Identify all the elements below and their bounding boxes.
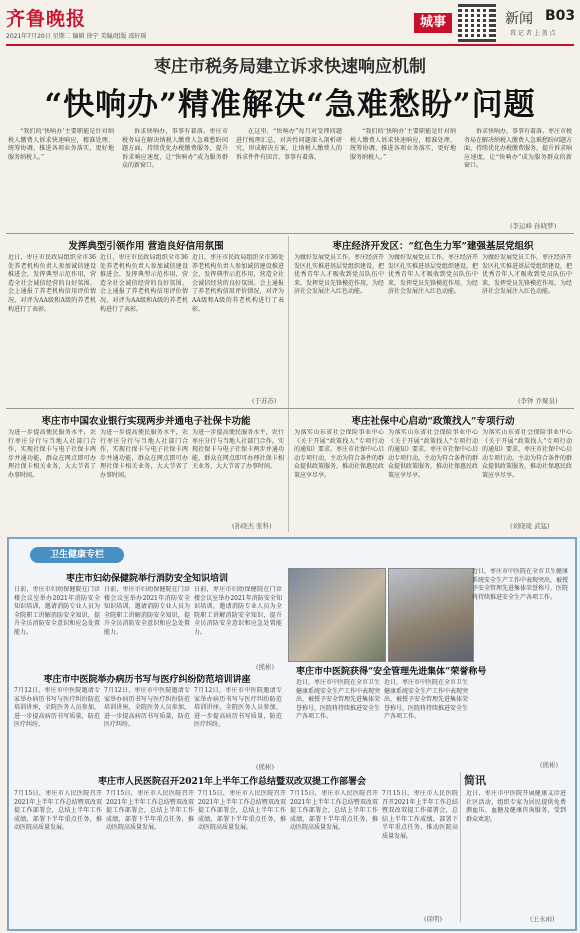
lead-paragraph: “我们的‘快响办’主要职能是针对纳税人缴费人诉求快速响应，精准处理、统筹协调、推进各项业务落实，更好地服务纳税人。” (350, 128, 456, 161)
health-item-text: 7月15日，枣庄市人民医院召开2021年上半年工作总结暨双改双提工作部署会，总结上半年工作成绩，部署下半年重点任务，推动医院高质量发展。 (14, 790, 102, 832)
article-byline: (于苏苏) (252, 397, 277, 405)
article-text: 为落实山东省社会保险事业中心《关于开展“政策找人”专项行动的通知》要求，枣庄市社保中心启动专项行动，主动为符合条件的群众提供政策服务，推动社保惠民政策应享尽享。 (294, 429, 384, 479)
health-item-title: 枣庄市中医院举办病历书写与医疗纠纷防范培训讲座 (43, 675, 251, 685)
brief-text: 近日，枣庄市中医院开展健康义诊进社区活动，组织专家为居民提供免费测血压、血糖及健康咨询服务，受到群众欢迎。 (466, 790, 566, 823)
article-text: 近日，枣庄市民政局组织全市36处养老机构负责人参加诚信建设推进会，发挥典型示范作用，营造全社会诚信经营的良好氛围。会上通报了养老机构信用评价情况，对评为AA级和A级的养老机构进行了表彰。 (100, 254, 188, 313)
health-item-title: 枣庄市人民医院召开2021年上半年工作总结暨双改双提工作部署会 (97, 777, 367, 787)
article-byline: (李钟 乔聚泉) (518, 397, 558, 405)
health-item-text: 7月15日，枣庄市人民医院召开2021年上半年工作总结暨双改双提工作部署会，总结上半年工作成绩，部署下半年重点任务，推动医院高质量发展。 (198, 790, 286, 832)
news-photo (388, 568, 474, 662)
article-title: 枣庄社保中心启动“政策找人”专项行动 (351, 416, 515, 427)
lead-subhead: 枣庄市税务局建立诉求快速响应机制 (154, 57, 426, 77)
article-text: 为落实山东省社会保险事业中心《关于开展“政策找人”专项行动的通知》要求，枣庄市社保中心启动专项行动，主动为符合条件的群众提供政策服务，推动社保惠民政策应享尽享。 (482, 429, 572, 479)
article-text: 为进一步提高便民服务水平，农行枣庄分行与当地人社部门合作，实现社保卡与电子社保卡两步并通功能，群众在网点即可办理社保卡相关业务，大大节省了办事时间。 (192, 429, 284, 471)
health-item-text: 7月15日，枣庄市人民医院召开2021年上半年工作总结暨双改双提工作部署会，总结上半年工作成绩，部署下半年重点任务，推动医院高质量发展。 (290, 790, 378, 832)
article-text: 近日，枣庄市民政局组织全市36处养老机构负责人参加诚信建设推进会，发挥典型示范作用，营造全社会诚信经营的良好氛围。会上通报了养老机构信用评价情况，对评为AA级和A级的养老机构进行了表彰。 (8, 254, 96, 313)
lead-paragraph: “我们的‘快响办’主要职能是针对纳税人缴费人诉求快速响应，精准处理、统筹协调、推进各项业务落实，更好地服务纳税人。” (8, 128, 114, 161)
news-photo (288, 568, 386, 662)
lead-paragraph: 诉求快响办，事事有着落。枣庄市税务局在解决纳税人缴费人急难愁盼问题方面，持续优化办税缴费服务，提升诉求响应速度，让“快响办”成为服务群众的新窗口。 (464, 128, 572, 170)
masthead (0, 0, 580, 44)
lead-divider (6, 233, 574, 234)
newspaper-logo: 齐鲁晚报 (6, 8, 87, 30)
health-item-text: 近日，枣庄市中医院在全市卫生健康系统安全生产工作中表现突出，被授予安全管理先进集体荣誉称号，医院将持续推进安全生产各项工作。 (296, 679, 380, 721)
masthead-rule (6, 44, 574, 46)
lead-byline: (李运峰 孙晓梦) (510, 222, 557, 230)
lead-column-4 (350, 128, 456, 228)
section-name: 新闻 (505, 11, 533, 27)
health-item-byline: (熊彬) (256, 663, 275, 671)
health-item-byline: (熊彬) (540, 761, 559, 769)
health-item-text: 7月12日，枣庄市中医院邀请专家举办病历书写与医疗纠纷防范培训讲座，全院医务人员参加，进一步提高病历书写质量，防范医疗纠纷。 (194, 687, 282, 729)
lead-column-3 (236, 128, 342, 228)
lead-headline: “快响办”精准解决“急难愁盼”问题 (44, 87, 536, 123)
article-text: 为做好发展党员工作，枣庄经济开发区扎实推进基层党组织建设，把优秀青年人才吸收到党员队伍中来，发挥党员先锋模范作用，为经济社会发展注入红色动能。 (388, 254, 478, 296)
health-section-tag: 卫生健康专栏 (30, 547, 124, 563)
health-item-title: 枣庄市中医院获得“安全管理先进集体”荣誉称号 (296, 667, 487, 677)
article-text: 为做好发展党员工作，枣庄经济开发区扎实推进基层党组织建设，把优秀青年人才吸收到党员队伍中来，发挥党员先锋模范作用，为经济社会发展注入红色动能。 (294, 254, 384, 296)
health-item-text: 日前，枣庄市妇幼保健院在门诊楼会议室举办2021年消防安全知识培训，邀请消防专业人员为全院职工讲解消防安全知识，提升全员消防安全意识和应急处置能力。 (194, 586, 282, 636)
article-text: 为做好发展党员工作，枣庄经济开发区扎实推进基层党组织建设，把优秀青年人才吸收到党员队伍中来，发挥党员先锋模范作用，为经济社会发展注入红色动能。 (482, 254, 572, 296)
health-item-text: 近日，枣庄市中医院在全市卫生健康系统安全生产工作中表现突出，被授予安全管理先进集体荣誉称号，医院将持续推进安全生产各项工作。 (384, 679, 468, 721)
health-item-byline: (熊彬) (256, 763, 275, 771)
article-title: 发挥典型引领作用 营造良好信用氛围 (68, 241, 224, 252)
health-item-text: 近日，枣庄市中医院在全市卫生健康系统安全生产工作中表现突出，被授予安全管理先进集体荣誉称号，医院将持续推进安全生产各项工作。 (472, 568, 568, 601)
article-text: 为落实山东省社会保险事业中心《关于开展“政策找人”专项行动的通知》要求，枣庄市社保中心启动专项行动，主动为符合条件的群众提供政策服务，推动社保惠民政策应享尽享。 (388, 429, 478, 479)
health-item-text: 7月15日，枣庄市人民医院召开2021年上半年工作总结暨双改双提工作部署会，总结上半年工作成绩，部署下半年重点任务，推动医院高质量发展。 (382, 790, 458, 840)
brief-byline: (王永雨) (530, 915, 555, 923)
page-number: B03 (545, 8, 576, 24)
column-divider (460, 772, 461, 922)
dateline: 2021年7月20日 星期二 编辑 徐宁 美编/组版 邵轩瑶 (6, 33, 147, 40)
article-text: 近日，枣庄市民政局组织全市36处养老机构负责人参加诚信建设推进会，发挥典型示范作用，营造全社会诚信经营的良好氛围。会上通报了养老机构信用评价情况，对评为AA级和A级的养老机构进行了表彰。 (192, 254, 284, 313)
health-item-text: 日前，枣庄市妇幼保健院在门诊楼会议室举办2021年消防安全知识培训，邀请消防专业人员为全院职工讲解消防安全知识，提升全员消防安全意识和应急处置能力。 (104, 586, 190, 636)
article-byline: (孙晓杰 张科) (232, 522, 272, 530)
editor-note: 我 记 者 上 盖 点 (510, 30, 556, 37)
lead-paragraph: 在这里，“快响办”每月对受理问题进行梳理汇总，对共性问题深入剖析研究，形成解决方案，让纳税人缴费人的诉求件件有回音、事事有着落。 (236, 128, 342, 161)
health-item-text: 7月15日，枣庄市人民医院召开2021年上半年工作总结暨双改双提工作部署会，总结上半年工作成绩，部署下半年重点任务，推动医院高质量发展。 (106, 790, 194, 832)
health-item-text: 7月12日，枣庄市中医院邀请专家举办病历书写与医疗纠纷防范培训讲座，全院医务人员参加，进一步提高病历书写质量，防范医疗纠纷。 (14, 687, 100, 729)
article-title: 枣庄经济开发区：“红色生力军”建强基层党组织 (332, 241, 534, 252)
qr-code-icon (458, 4, 496, 42)
column-divider (288, 236, 289, 532)
health-item-text: 7月12日，枣庄市中医院邀请专家举办病历书写与医疗纠纷防范培训讲座，全院医务人员参加，进一步提高病历书写质量，防范医疗纠纷。 (104, 687, 190, 729)
lead-column-2 (122, 128, 228, 228)
article-title: 枣庄市中国农业银行实现两步并通电子社保卡功能 (41, 416, 251, 427)
lead-paragraph: 诉求快响办，事事有着落。枣庄市税务局在解决纳税人缴费人急难愁盼问题方面，持续优化办税缴费服务，提升诉求响应速度，让“快响办”成为服务群众的新窗口。 (122, 128, 228, 170)
brief-title: 简讯 (464, 774, 486, 787)
article-text: 为进一步提高便民服务水平，农行枣庄分行与当地人社部门合作，实现社保卡与电子社保卡两步并通功能，群众在网点即可办理社保卡相关业务，大大节省了办事时间。 (8, 429, 96, 479)
health-item-byline: (徐明) (424, 915, 443, 923)
row-divider (6, 408, 574, 409)
health-item-text: 日前，枣庄市妇幼保健院在门诊楼会议室举办2021年消防安全知识培训，邀请消防专业人员为全院职工讲解消防安全知识，提升全员消防安全意识和应急处置能力。 (14, 586, 100, 636)
section-tag: 城事 (414, 13, 452, 33)
lead-column-1 (8, 128, 114, 228)
health-item-title: 枣庄市妇幼保健院举行消防安全知识培训 (65, 574, 228, 584)
lead-column-5 (464, 128, 572, 220)
article-byline: (刘晓珑 武猛) (510, 522, 550, 530)
article-text: 为进一步提高便民服务水平，农行枣庄分行与当地人社部门合作，实现社保卡与电子社保卡两步并通功能，群众在网点即可办理社保卡相关业务，大大节省了办事时间。 (100, 429, 188, 479)
